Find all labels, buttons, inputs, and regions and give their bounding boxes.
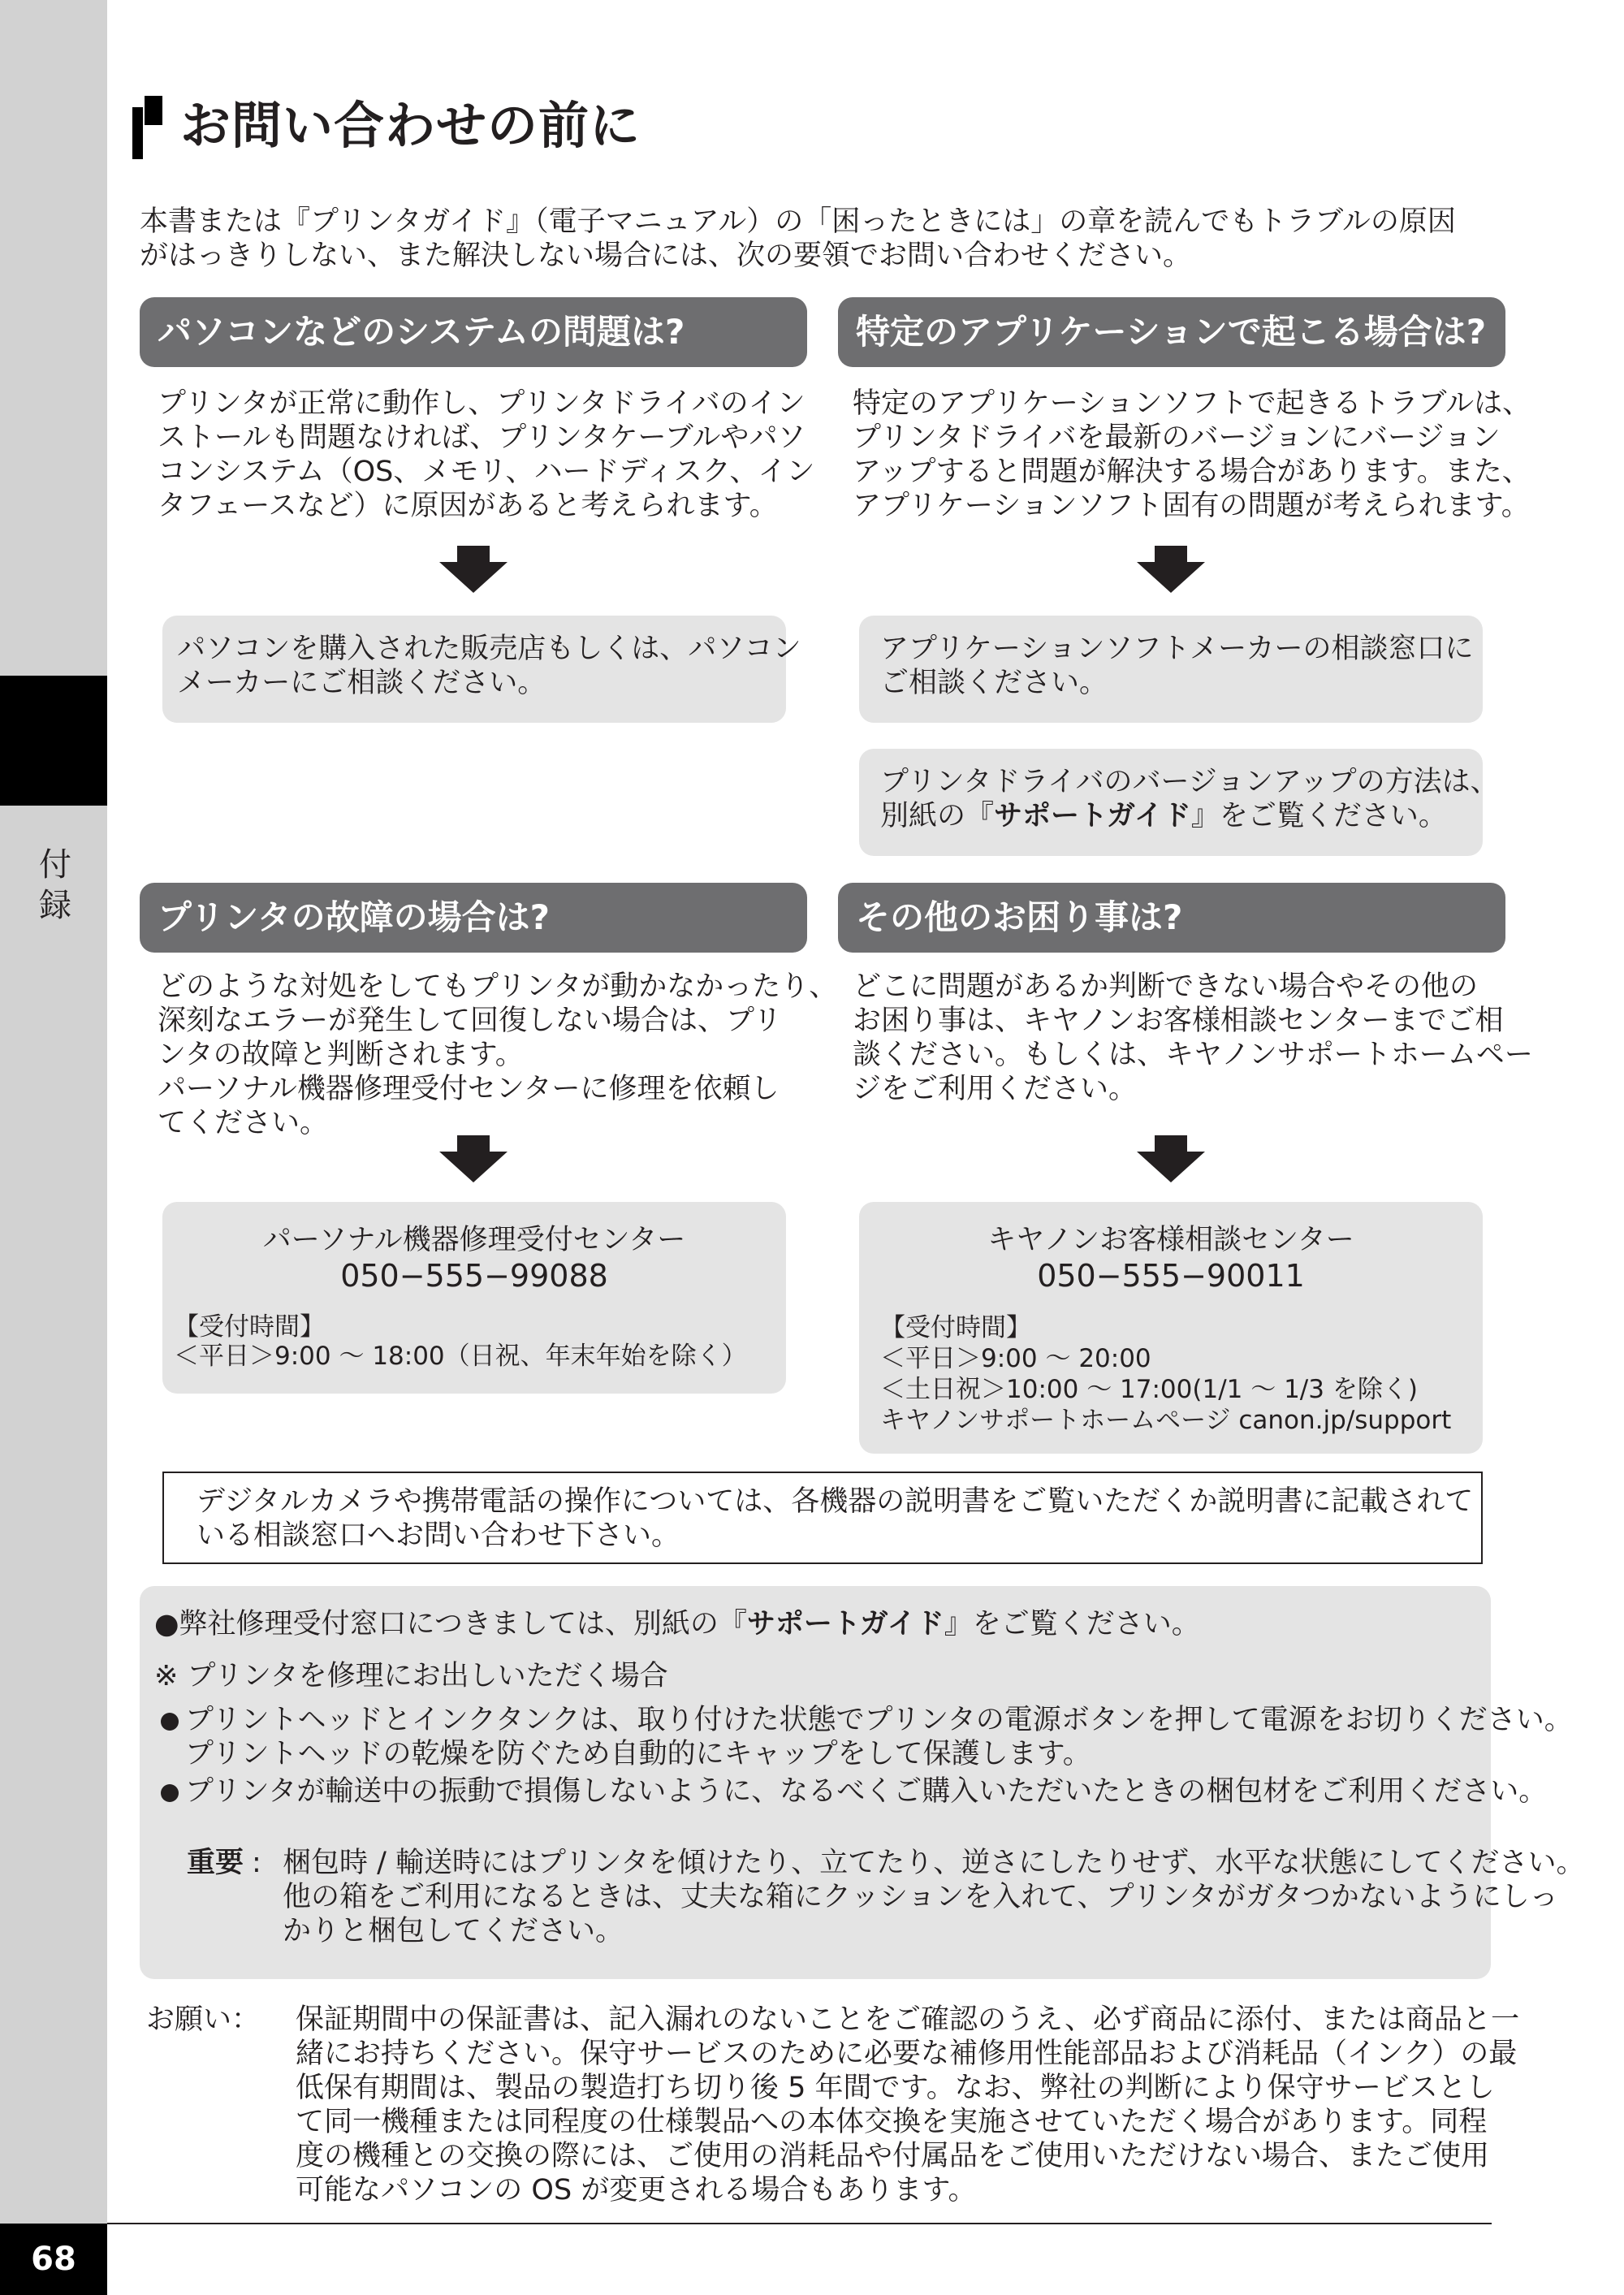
repair-center-hours [174,1312,747,1371]
section-body-pc-system [158,387,814,523]
note-suffix: 』をご覧ください。 [1190,800,1447,832]
repair-center-name: パーソナル機器修理受付センター [262,1224,686,1256]
note-line [880,799,1499,833]
page-number: 68 [0,2224,107,2295]
result-line: メーカーにご相談ください。 [177,667,546,699]
result-box-app-maker [859,616,1483,723]
body-line: ストールも問題なければ、プリンタケーブルやパソ [158,421,806,454]
down-arrow-icon [439,546,508,593]
repair-info-box [140,1586,1585,1979]
request-line: 低保有期間は、製品の製造打ち切り後 5 年間です。なお、弊社の判断により保守サービスとし [296,2072,1495,2104]
request-line: て同一機種または同程度の仕様製品への本体交換を実施させていただく場合があります。同程 [296,2106,1488,2138]
request-line: 可能なパソコンの OS が変更される場合もあります。 [296,2174,977,2206]
customer-center-hours [880,1312,1451,1436]
intro-line: 本書または『プリンタガイド』（電子マニュアル）の「困ったときには」の章を読んでもトラブルの原因 [140,205,1456,238]
section-heading-specific-app: 特定のアプリケーションで起こる場合は? [838,297,1505,367]
repair-window-line [154,1607,1200,1641]
page-title: お問い合わせの前に [180,96,641,155]
body-line: 深刻なエラーが発生して回復しない場合は、プリ [158,1005,782,1037]
body-line: お困り事は、キヤノンお客様相談センターまでご相 [853,1005,1504,1037]
hours-line: ＜平日＞9:00 ～ 18:00（日祝、年末年始を除く） [174,1342,747,1371]
result-line: アプリケーションソフトメーカーの相談窓口に [880,633,1474,665]
customer-center-phone: 050−555−90011 [1037,1258,1305,1294]
body-line: 特定のアプリケーションソフトで起きるトラブルは、 [853,387,1531,420]
hours-line: ＜土日祝＞10:00 ～ 17:00(1/1 ～ 1/3 を除く) [880,1375,1418,1404]
support-homepage-line: キヤノンサポートホームページ canon.jp/support [880,1406,1452,1435]
section-body-specific-app [853,387,1531,523]
camera-phone-note-box [162,1472,1483,1564]
note-line: デジタルカメラや携帯電話の操作については、各機器の説明書をご覧いただくか説明書に記載されて [197,1485,1474,1518]
note-line: いる相談窓口へお問い合わせ下さい。 [197,1519,680,1552]
customer-center-contact-box [859,1202,1483,1454]
body-line: パーソナル機器修理受付センターに修理を依頼し [158,1073,780,1105]
body-line: アプリケーションソフト固有の問題が考えられます。 [853,490,1530,522]
body-line: プリンタドライバを最新のバージョンにバージョン [853,421,1501,454]
body-line: プリンタが正常に動作し、プリンタドライバのイン [158,387,806,420]
down-arrow-icon [439,1135,508,1182]
down-arrow-icon [1137,1135,1205,1182]
section-heading-printer-failure: プリンタの故障の場合は? [140,883,807,953]
bullet-line: プリントヘッドとインクタンクは、取り付けた状態でプリンタの電源ボタンを押して電源をお切りください。 [185,1704,1573,1736]
footer-divider [107,2223,1492,2224]
title-marker-icon [132,96,165,159]
intro-paragraph [140,205,1456,273]
body-line: 談ください。もしくは、キヤノンサポートホームペー [853,1039,1533,1071]
section-body-other-issues [853,970,1533,1106]
section-heading-pc-system: パソコンなどのシステムの問題は? [140,297,807,367]
important-text [283,1846,1584,1948]
important-line: 他の箱をご利用になるときは、丈夫な箱にクッションを入れて、プリンタがガタつかないようにしっ [283,1881,1558,1913]
section-body-printer-failure [158,970,837,1140]
side-label-char-2: 録 [39,887,71,924]
body-line: てください。 [158,1107,329,1139]
customer-center-name: キヤノンお客様相談センター [987,1224,1354,1256]
important-line: かりと梱包してください。 [283,1915,624,1947]
result-line: パソコンを購入された販売店もしくは、パソコン [177,633,801,665]
repair-bullet-2: プリンタが輸送中の振動で損傷しないように、なるべくご購入いただいたときの梱包材をご利用ください。 [185,1775,1548,1808]
repair-line-prefix: ●弊社修理受付窓口につきましては、別紙の『 [154,1608,747,1640]
side-section-label [39,845,71,926]
section-tab-marker [0,676,107,806]
repair-center-phone: 050−555−99088 [340,1258,608,1294]
side-margin-strip [0,0,107,2295]
note-prefix: 別紙の『 [880,800,995,832]
request-line: 緒にお持ちください。保守サービスのために必要な補修用性能部品および消耗品（インク）の最 [296,2038,1518,2070]
repair-note-heading: ※ プリンタを修理にお出しいただく場合 [154,1660,668,1692]
hours-label: 【受付時間】 [174,1312,325,1342]
body-line: アップすると問題が解決する場合があります。また、 [853,456,1531,488]
bullet-icon [161,1713,179,1731]
request-line: 度の機種との交換の際には、ご使用の消耗品や付属品をご使用いただけない場合、またご使用 [296,2140,1490,2172]
bullet-icon [161,1784,179,1802]
hours-line: ＜平日＞9:00 ～ 20:00 [880,1344,1151,1373]
body-line: どこに問題があるか判断できない場合やその他の [853,970,1479,1003]
body-line: タフェースなど）に原因があると考えられます。 [158,490,778,522]
important-label: 重要 [187,1847,244,1879]
important-colon: : [252,1847,261,1879]
repair-bullet-1 [185,1703,1573,1771]
body-line: ジをご利用ください。 [853,1073,1138,1105]
result-box-pc-dealer [162,616,801,723]
down-arrow-icon [1137,546,1205,593]
note-line: プリンタドライバのバージョンアップの方法は、 [880,766,1499,798]
intro-line: がはっきりしない、また解決しない場合には、次の要領でお問い合わせください。 [140,240,1192,272]
repair-center-contact-box [162,1202,786,1394]
side-label-char-1: 付 [39,846,71,884]
body-line: どのような対処をしてもプリンタが動かなかったり、 [158,970,838,1003]
support-guide-title: サポートガイド [994,800,1191,832]
important-line: 梱包時 / 輸送時にはプリンタを傾けたり、立てたり、逆さにしたりせず、水平な状態にしてください。 [283,1847,1585,1879]
request-warranty-text [296,2003,1519,2207]
support-guide-title: サポートガイド [746,1608,944,1640]
body-line: ンタの故障と判断されます。 [158,1039,524,1071]
repair-line-suffix: 』をご覧ください。 [944,1608,1200,1640]
request-label: お願い： [146,2003,261,2036]
bullet-line: プリントヘッドの乾燥を防ぐため自動的にキャップをして保護します。 [185,1738,1091,1770]
hours-label: 【受付時間】 [880,1313,1031,1342]
result-line: ご相談ください。 [880,667,1108,699]
section-heading-other-issues: その他のお困り事は? [838,883,1505,953]
driver-update-note-box [859,749,1499,856]
request-line: 保証期間中の保証書は、記入漏れのないことをご確認のうえ、必ず商品に添付、または商品と一 [296,2003,1520,2036]
body-line: コンシステム（OS、メモリ、ハードディスク、イン [158,456,815,488]
